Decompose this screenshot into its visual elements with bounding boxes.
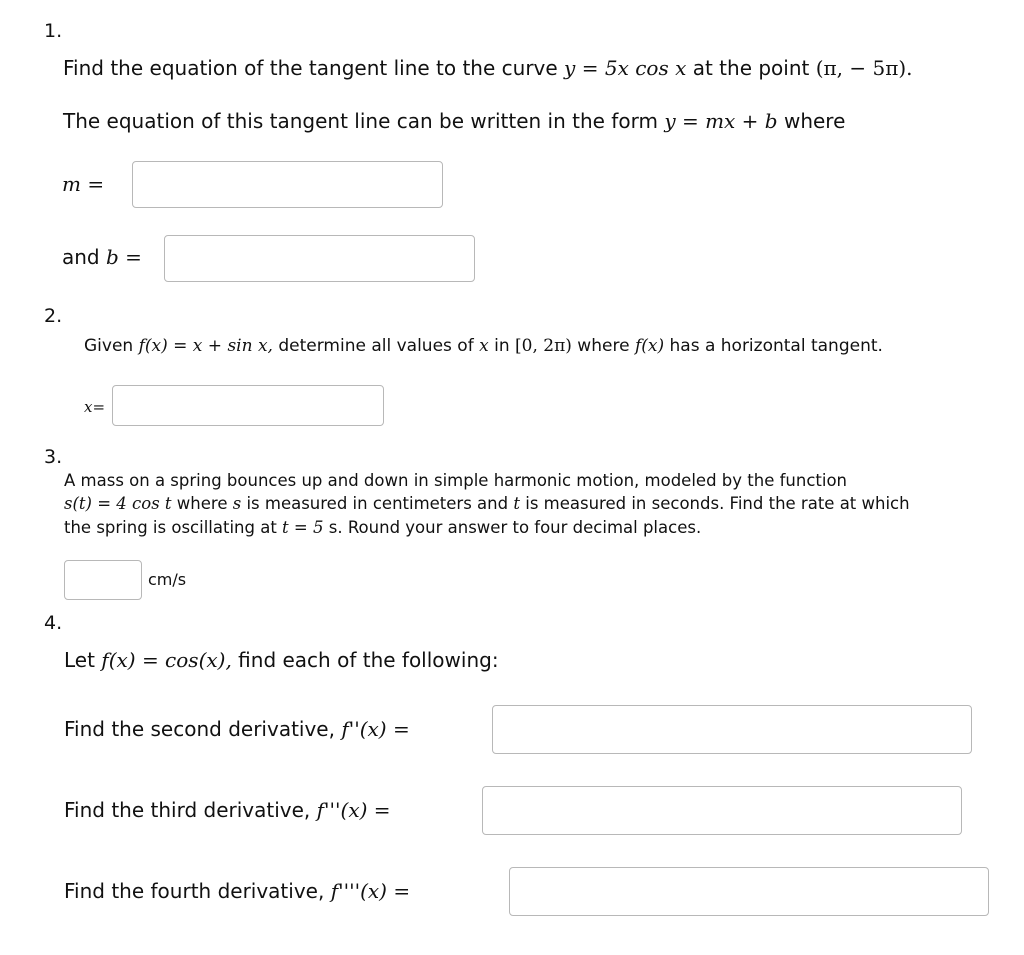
q1-form-equation: y = mx + b xyxy=(664,109,778,133)
fourth-derivative-label: Find the fourth derivative, f''''(x) = xyxy=(64,879,411,903)
question-3-line-1: A mass on a spring bounces up and down in simple harmonic motion, modeled by the function xyxy=(64,471,848,490)
question-2-number: 2. xyxy=(44,305,63,327)
x-input[interactable] xyxy=(112,385,384,426)
rate-input[interactable] xyxy=(64,560,142,600)
question-1-prompt: Find the equation of the tangent line to the curve y = 5x cos x at the point (π, − 5π). xyxy=(63,56,913,80)
question-2-prompt: Given f(x) = x + sin x, determine all values of x in [0, 2π) where f(x) has a horizontal tangent. xyxy=(84,336,883,356)
question-4-number: 4. xyxy=(44,612,63,634)
question-3-number: 3. xyxy=(44,446,63,468)
q3-time-eq: t = 5 xyxy=(282,518,324,537)
third-derivative-input[interactable] xyxy=(482,786,962,835)
q1-form-text-a: The equation of this tangent line can be written in the form xyxy=(63,109,665,133)
b-input[interactable] xyxy=(164,235,475,282)
m-input[interactable] xyxy=(132,161,443,208)
q1-point: (π, − 5π). xyxy=(815,56,913,80)
question-4-intro: Let f(x) = cos(x), find each of the following: xyxy=(64,648,499,672)
second-derivative-label: Find the second derivative, f''(x) = xyxy=(64,717,410,741)
q1-curve-expression: 5x cos x xyxy=(604,56,687,80)
question-3-line-3: the spring is oscillating at t = 5 s. Round your answer to four decimal places. xyxy=(64,518,702,537)
q2-interval: [0, 2π) xyxy=(515,336,572,356)
third-derivative-label: Find the third derivative, f'''(x) = xyxy=(64,798,391,822)
q1-form-text-b: where xyxy=(777,109,846,133)
question-1-number: 1. xyxy=(44,20,63,42)
x-label: x= xyxy=(84,398,106,416)
q2-function: f(x) = x + sin x, xyxy=(138,336,273,356)
question-3-line-2: s(t) = 4 cos t where s is measured in centimeters and t is measured in seconds. Find the rate at which xyxy=(64,494,910,513)
q1-prompt-text-b: at the point xyxy=(686,56,816,80)
b-label: and b = xyxy=(62,245,142,269)
second-derivative-input[interactable] xyxy=(492,705,972,754)
q1-prompt-text-a: Find the equation of the tangent line to the curve xyxy=(63,56,565,80)
rate-unit: cm/s xyxy=(148,570,187,589)
q1-curve-var: y xyxy=(564,56,576,80)
q3-function: s(t) = 4 cos t xyxy=(64,494,172,513)
question-1-form-text xyxy=(63,109,845,133)
q4-function: f(x) = cos(x), xyxy=(101,648,232,672)
m-label: m = xyxy=(62,172,105,196)
fourth-derivative-input[interactable] xyxy=(509,867,989,916)
